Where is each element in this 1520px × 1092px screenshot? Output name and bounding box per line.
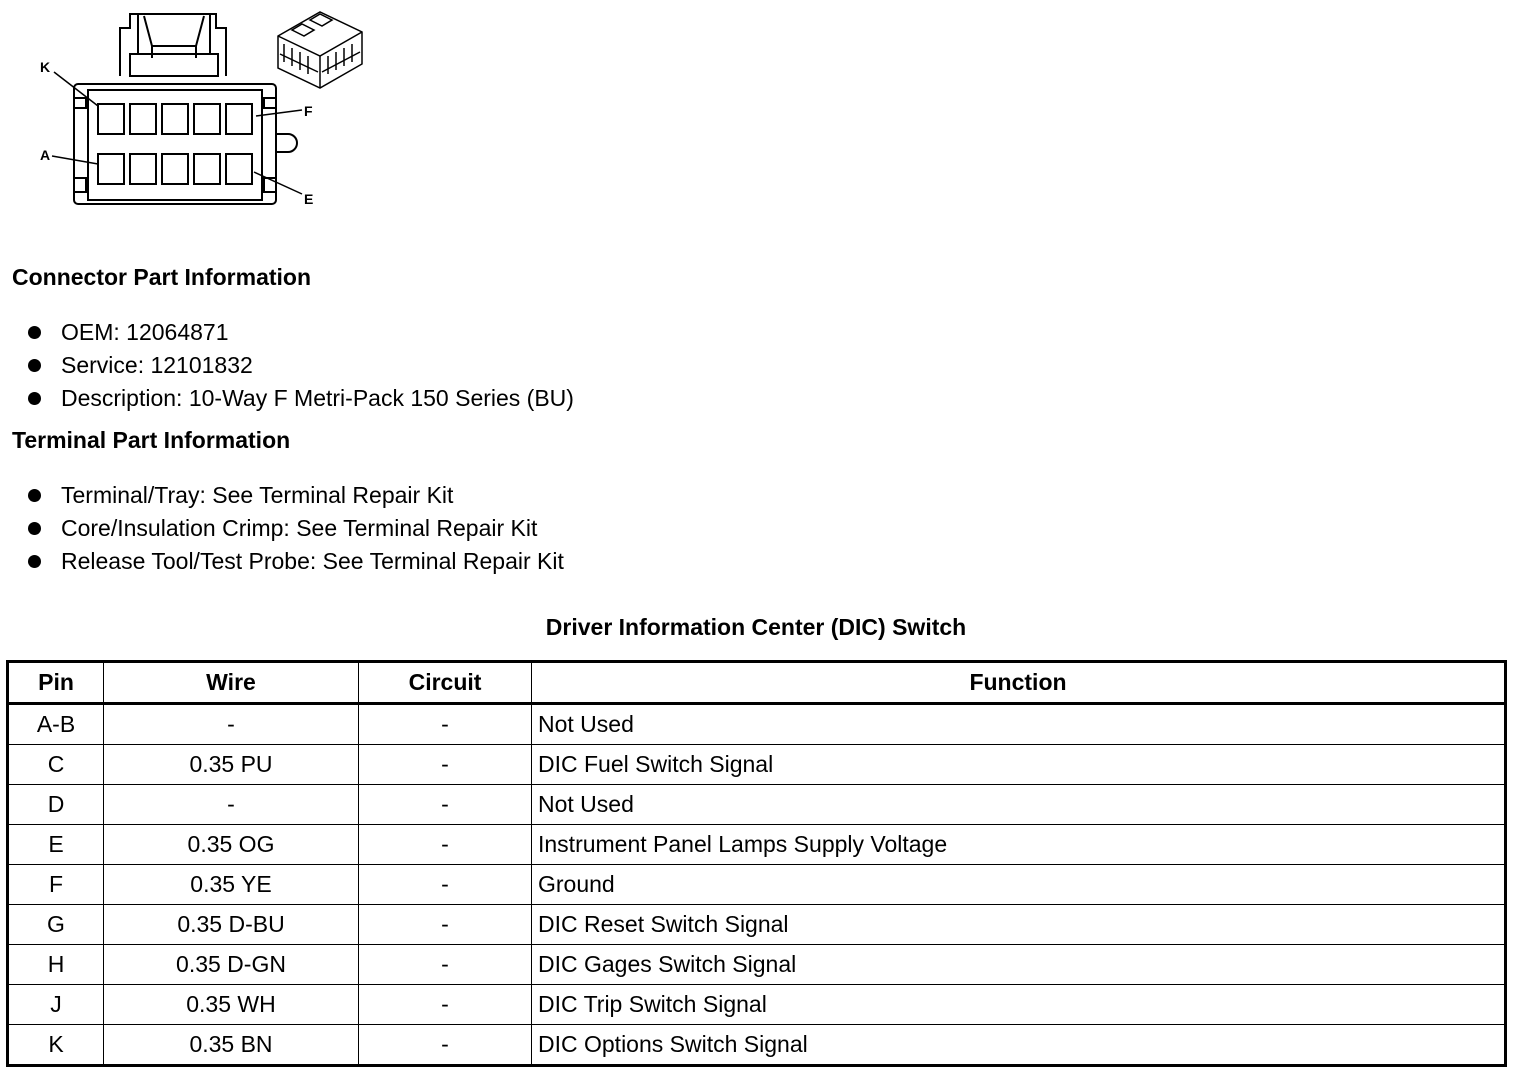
list-item: Release Tool/Test Probe: See Terminal Repair Kit — [28, 545, 564, 578]
cell-function: Not Used — [532, 785, 1506, 825]
pinout-table — [6, 660, 1507, 1067]
cell-circuit: - — [359, 704, 532, 745]
connector-part-heading: Connector Part Information — [12, 264, 312, 290]
cell-function: DIC Trip Switch Signal — [532, 985, 1506, 1025]
cell-circuit: - — [359, 1025, 532, 1066]
cell-function: DIC Gages Switch Signal — [532, 945, 1506, 985]
terminal-part-list — [28, 479, 564, 578]
bullet-icon — [28, 392, 41, 405]
cell-function: Not Used — [532, 704, 1506, 745]
list-item: OEM: 12064871 — [28, 316, 574, 349]
pin-label-a: A — [40, 147, 51, 163]
cell-pin: E — [8, 825, 104, 865]
cell-function: DIC Fuel Switch Signal — [532, 745, 1506, 785]
connector-housing — [74, 84, 297, 204]
connector-latch — [120, 14, 226, 76]
list-item: Core/Insulation Crimp: See Terminal Repair Kit — [28, 512, 564, 545]
connector-part-list — [28, 316, 574, 415]
cell-pin: J — [8, 985, 104, 1025]
cell-function: DIC Reset Switch Signal — [532, 905, 1506, 945]
bullet-icon — [28, 489, 41, 502]
cell-pin: G — [8, 905, 104, 945]
table-row — [8, 985, 1506, 1025]
cell-wire: 0.35 OG — [104, 825, 359, 865]
bullet-icon — [28, 326, 41, 339]
cell-pin: A-B — [8, 704, 104, 745]
table-row — [8, 785, 1506, 825]
bullet-icon — [28, 359, 41, 372]
cell-pin: F — [8, 865, 104, 905]
cell-circuit: - — [359, 985, 532, 1025]
header-pin: Pin — [8, 662, 104, 704]
table-header-row — [8, 662, 1506, 704]
cell-pin: C — [8, 745, 104, 785]
connector-diagram — [30, 8, 370, 218]
cell-pin: H — [8, 945, 104, 985]
bullet-icon — [28, 555, 41, 568]
table-row — [8, 1025, 1506, 1066]
cell-wire: 0.35 YE — [104, 865, 359, 905]
table-row — [8, 945, 1506, 985]
header-function: Function — [532, 662, 1506, 704]
list-item: Terminal/Tray: See Terminal Repair Kit — [28, 479, 564, 512]
pin-label-e: E — [304, 191, 314, 207]
terminal-part-heading: Terminal Part Information — [12, 427, 291, 453]
table-row — [8, 825, 1506, 865]
cell-function: Instrument Panel Lamps Supply Voltage — [532, 825, 1506, 865]
cell-wire: 0.35 D-BU — [104, 905, 359, 945]
cell-function: Ground — [532, 865, 1506, 905]
pin-label-k: K — [40, 59, 51, 75]
bullet-icon — [28, 522, 41, 535]
cell-function: DIC Options Switch Signal — [532, 1025, 1506, 1066]
table-row — [8, 704, 1506, 745]
cell-pin: K — [8, 1025, 104, 1066]
connector-isometric-view — [278, 12, 362, 88]
cell-circuit: - — [359, 785, 532, 825]
pin-label-f: F — [304, 103, 313, 119]
cell-circuit: - — [359, 745, 532, 785]
cell-wire: - — [104, 785, 359, 825]
cell-wire: 0.35 WH — [104, 985, 359, 1025]
cell-wire: - — [104, 704, 359, 745]
cell-circuit: - — [359, 865, 532, 905]
cell-circuit: - — [359, 905, 532, 945]
cell-wire: 0.35 D-GN — [104, 945, 359, 985]
cell-wire: 0.35 BN — [104, 1025, 359, 1066]
cell-circuit: - — [359, 945, 532, 985]
cell-pin: D — [8, 785, 104, 825]
terminal-cavities — [98, 104, 252, 184]
table-title: Driver Information Center (DIC) Switch — [545, 614, 967, 640]
table-row — [8, 865, 1506, 905]
header-wire: Wire — [104, 662, 359, 704]
cell-circuit: - — [359, 825, 532, 865]
list-item: Description: 10-Way F Metri-Pack 150 Series (BU) — [28, 382, 574, 415]
table-row — [8, 905, 1506, 945]
table-row — [8, 745, 1506, 785]
cell-wire: 0.35 PU — [104, 745, 359, 785]
list-item: Service: 12101832 — [28, 349, 574, 382]
header-circuit: Circuit — [359, 662, 532, 704]
